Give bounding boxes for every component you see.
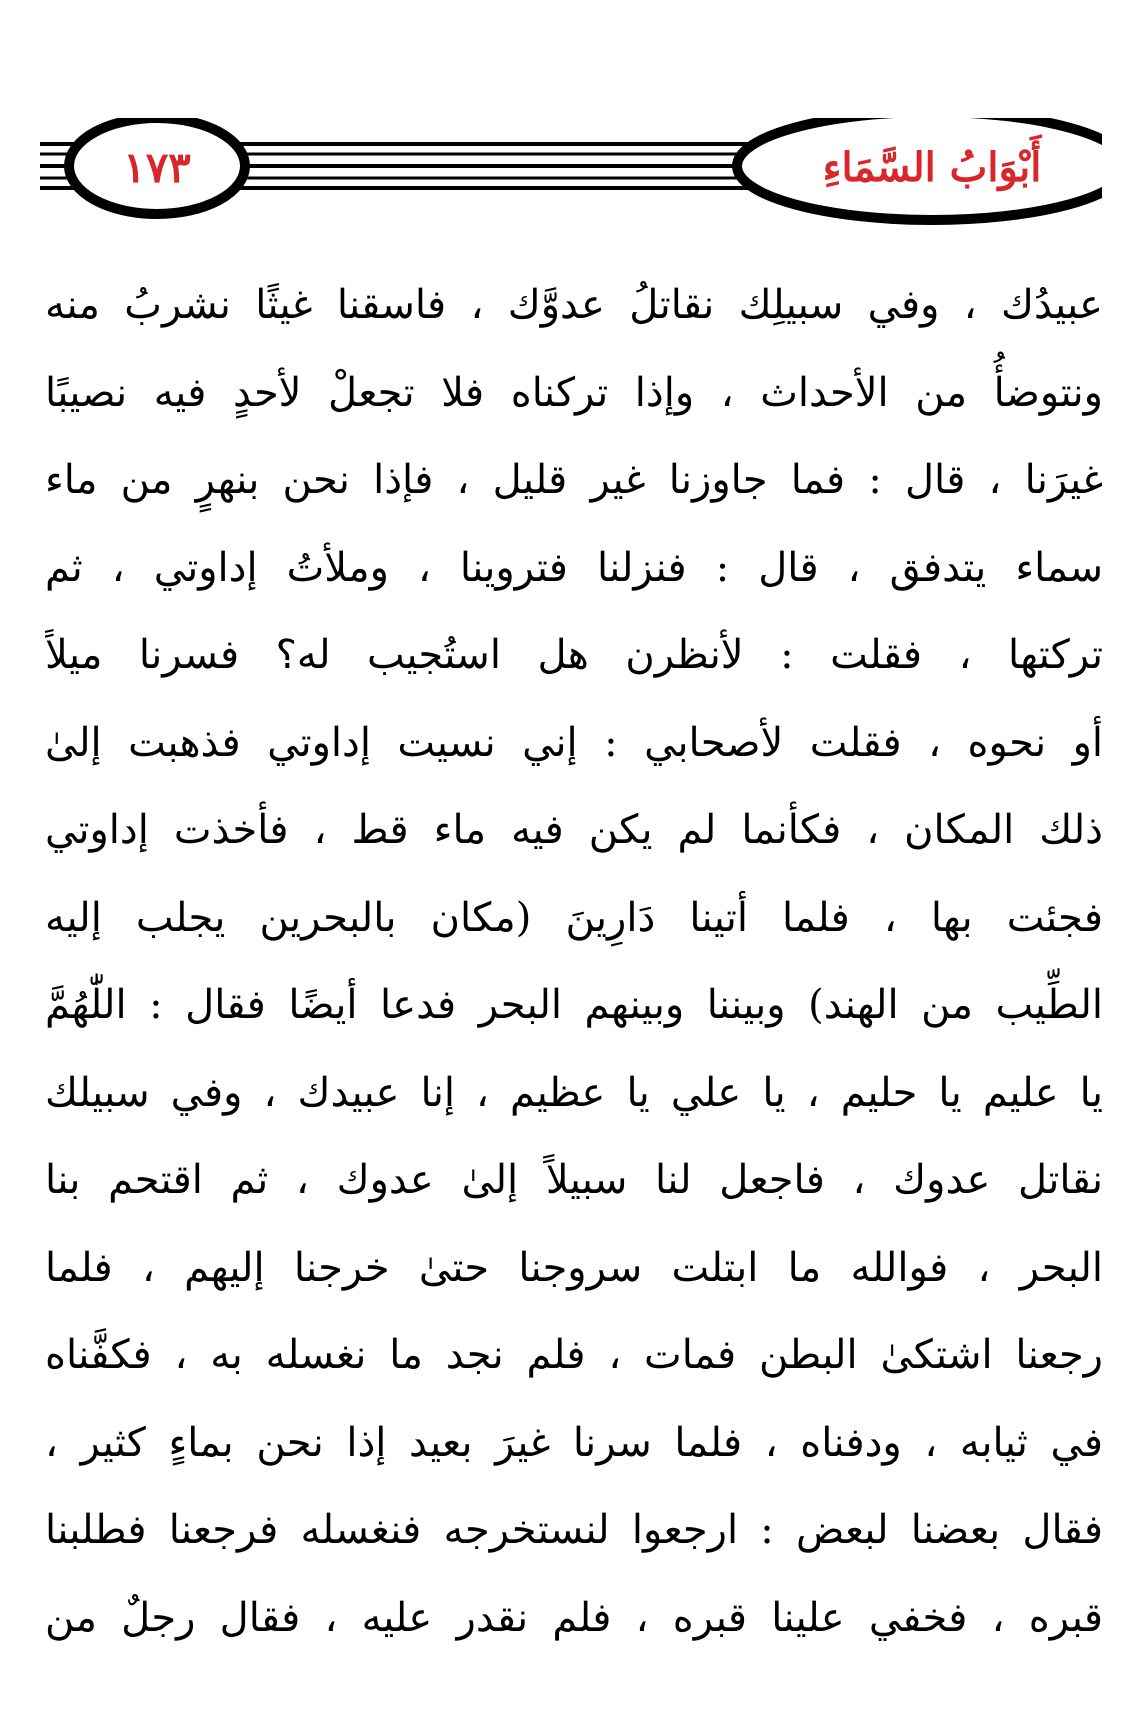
text-line: رجعنا اشتكىٰ البطن فمات ، فلم نجد ما نغسله به ، فكفَّناه — [45, 1332, 1103, 1378]
text-line: فجئت بها ، فلما أتينا دَارِينَ (مكان بالبحرين يجلب إليه — [45, 894, 1103, 941]
text-line: قبره ، فخفي علينا قبره ، فلم نقدر عليه ، فقال رجلٌ من — [45, 1594, 1103, 1641]
text-line: ونتوضأُ من الأحداث ، وإذا تركناه فلا تجعلْ لأحدٍ فيه نصيبًا — [45, 369, 1103, 416]
text-line: ذلك المكان ، فكأنما لم يكن فيه ماء قط ، فأخذت إداوتي — [45, 807, 1103, 853]
text-line: الطِّيب من الهند) وبيننا وبينهم البحر فدعا أيضًا فقال : اللّٰهُمَّ — [45, 982, 1103, 1028]
text-line: سماء يتدفق ، قال : فنزلنا فتروينا ، وملأتُ إداوتي ، ثم — [45, 544, 1103, 591]
chapter-title: أَبْوَابُ السَّمَاءِ — [822, 144, 1042, 191]
text-line: غيرَنا ، قال : فما جاوزنا غير قليل ، فإذا نحن بنهرٍ من ماء — [45, 457, 1103, 503]
page-header — [40, 118, 1102, 228]
body-text — [45, 262, 1103, 1662]
text-line: نقاتل عدوك ، فاجعل لنا سبيلاً إلىٰ عدوك ، ثم اقتحم بنا — [45, 1157, 1103, 1203]
text-line: في ثيابه ، ودفناه ، فلما سرنا غيرَ بعيد إذا نحن بماءٍ كثير ، — [45, 1419, 1103, 1466]
text-line: البحر ، فوالله ما ابتلت سروجنا حتىٰ خرجنا إليهم ، فلما — [45, 1244, 1103, 1291]
page-number: ١٧٣ — [123, 143, 191, 192]
text-line: يا عليم يا حليم ، يا علي يا عظيم ، إنا عبيدك ، وفي سبيلك — [45, 1069, 1103, 1116]
text-line: تركتها ، فقلت : لأنظرن هل استُجيب له؟ فسرنا ميلاً — [45, 632, 1103, 678]
text-line: أو نحوه ، فقلت لأصحابي : إني نسيت إداوتي فذهبت إلىٰ — [45, 719, 1103, 766]
text-line: عبيدُك ، وفي سبيلِك نقاتلُ عدوَّك ، فاسقنا غيثًا نشربُ منه — [45, 282, 1103, 328]
text-line: فقال بعضنا لبعض : ارجعوا لنستخرجه فنغسله فرجعنا فطلبنا — [45, 1507, 1103, 1553]
